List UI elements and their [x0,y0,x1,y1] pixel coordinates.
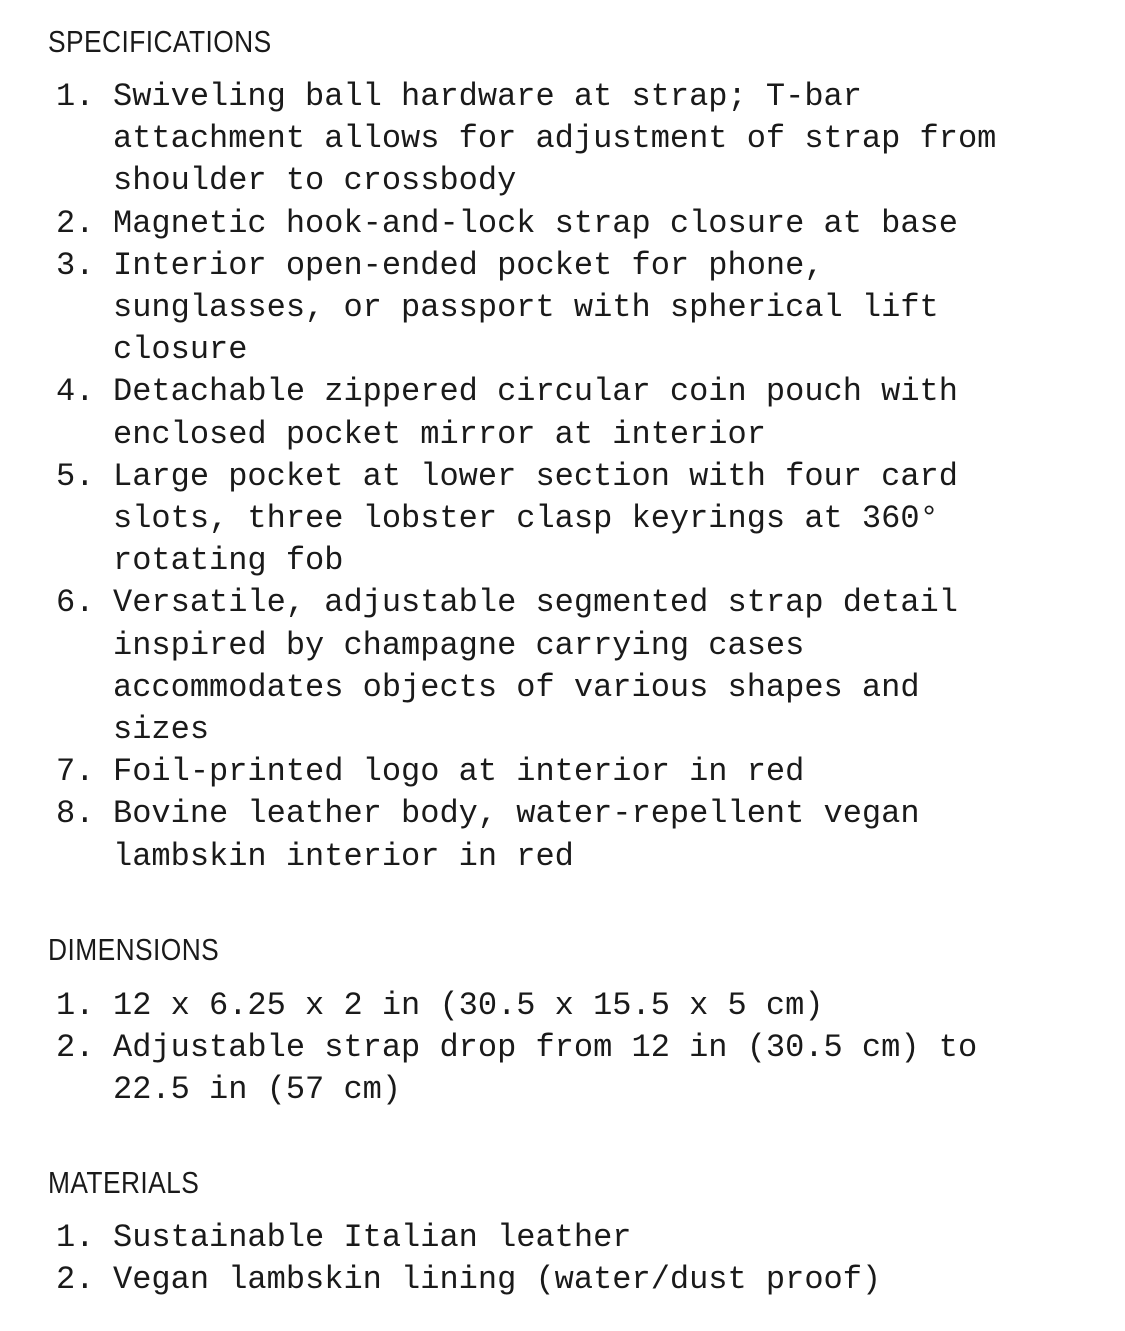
specifications-list [0,76,1013,878]
list-item-text-line: Versatile, adjustable segmented strap detail [113,584,958,622]
specifications-heading: SPECIFICATIONS [48,24,272,59]
list-item [0,1027,1013,1111]
list-item-text-line: closure [113,331,248,369]
list-item-number: 1. [56,987,95,1024]
list-item [0,203,1013,245]
list-item-number: 1. [56,1219,95,1256]
list-item [0,456,1013,583]
materials-list [0,1217,1013,1301]
list-item [0,582,1013,751]
list-item [0,751,1013,793]
list-item-text-line: Large pocket at lower section with four card [113,457,958,495]
list-item-text-line: Foil-printed logo at interior in red [113,753,805,791]
list-item-number: 2. [56,1261,95,1299]
list-item-number: 3. [56,246,95,284]
list-item-text-line: enclosed pocket mirror at interior [113,415,766,453]
list-item-text-line: Magnetic hook-and-lock strap closure at base [113,204,958,242]
list-item-text-line: Interior open-ended pocket for phone, [113,246,824,284]
list-item [0,245,1013,372]
list-item-number: 7. [56,753,95,791]
list-item-number: 4. [56,373,95,411]
list-item-text-line: Bovine leather body, water-repellent vegan [113,795,920,833]
list-item-text-line: Detachable zippered circular coin pouch with [113,373,958,411]
list-item [0,1217,1013,1259]
list-item-text-line: inspired by champagne carrying cases [113,626,805,664]
list-item-text-line: Vegan lambskin lining (water/dust proof) [113,1261,882,1299]
list-item [0,985,1013,1027]
list-item-text-line: sizes [113,711,210,749]
list-item-text-line: Sustainable Italian leather [113,1219,632,1256]
list-item-text-line: accommodates objects of various shapes and [113,668,920,706]
dimensions-list [0,985,1013,1112]
list-item [0,793,1013,877]
list-item-text-line: slots, three lobster clasp keyrings at 360° [113,500,939,538]
list-item-number: 2. [56,204,95,242]
list-item-text-line: 22.5 in (57 cm) [113,1071,402,1109]
list-item-number: 2. [56,1029,95,1067]
list-item-text-line: lambskin interior in red [113,837,574,875]
list-item-text-line: attachment allows for adjustment of strap from [113,120,997,158]
list-item-text-line: sunglasses, or passport with spherical lift [113,289,939,327]
list-item-number: 6. [56,584,95,622]
list-item-number: 5. [56,457,95,495]
list-item [0,76,1013,203]
list-item-text-line: shoulder to crossbody [113,162,517,200]
dimensions-heading: DIMENSIONS [48,932,220,967]
list-item [0,371,1013,455]
list-item-number: 1. [56,78,95,115]
list-item-text-line: Adjustable strap drop from 12 in (30.5 cm) to [113,1029,978,1067]
list-item-text-line: 12 x 6.25 x 2 in (30.5 x 15.5 x 5 cm) [113,987,824,1024]
list-item-text-line: rotating fob [113,542,344,580]
list-item-text-line: Swiveling ball hardware at strap; T-bar [113,78,862,115]
materials-heading: MATERIALS [48,1165,200,1200]
list-item [0,1259,1013,1301]
list-item-number: 8. [56,795,95,833]
